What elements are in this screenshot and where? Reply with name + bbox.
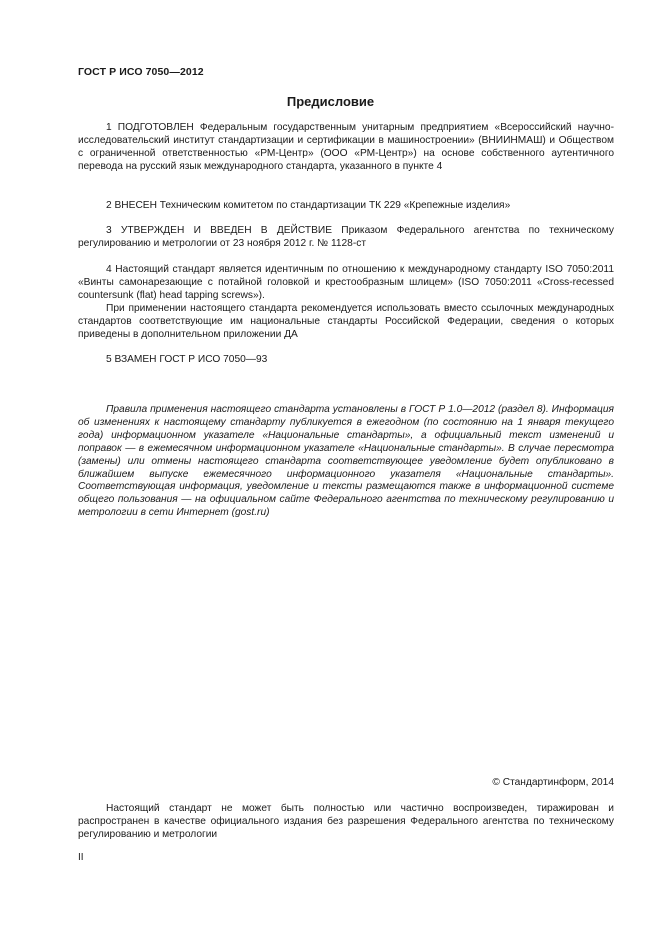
paragraph: 5 ВЗАМЕН ГОСТ Р ИСО 7050—93: [106, 354, 268, 365]
paragraph: Правила применения настоящего стандарта установлены в ГОСТ Р 1.0—2012 (раздел 8). Информация об изменениях к настоящему стандарту публикуется в ежегодном (по состоянию на 1 января текущего года) информационном указателе «Национальные стандарты», а официальный текст изменений и поправок — в ежемесячном информационном указателе «Национальные стандарты». В случае пересмотра (замены) или отмены настоящего стандарта соответствующее уведомление будет опубликовано в ближайшем выпуске ежемесячного информационного указателя «Национальные стандарты». Соответствующая информация, уведомление и тексты размещаются также в информационной системе общего пользования — на официальном сайте Федерального агентства по техническому регулированию и метрологии в сети Интернет (gost.ru): [78, 404, 614, 519]
foreword-item-3: [78, 225, 614, 251]
paragraph: При применении настоящего стандарта рекомендуется использовать вместо ссылочных международных стандартов соответствующие им национальные стандарты Российской Федерации, сведения о которых приведены в дополнительном приложении ДА: [78, 302, 614, 340]
page-title: Предисловие: [286, 94, 375, 109]
page-number: II: [78, 852, 84, 863]
application-rules-notice: [78, 404, 614, 520]
paragraph: 1 ПОДГОТОВЛЕН Федеральным государственным унитарным предприятием «Всероссийский научно-исследовательский институт стандартизации и сертификации в машиностроении» (ВНИИНМАШ) и Обществом с ограниченной ответственностью «РМ-Центр» (ООО «РМ-Центр») на основе собственного аутентичного перевода на русский язык международного стандарта, указанного в пункте 4: [78, 122, 614, 172]
paragraph: 3 УТВЕРЖДЕН И ВВЕДЕН В ДЕЙСТВИЕ Приказом Федерального агентства по техническому регулированию и метрологии от 23 ноября 2012 г. № 1128-ст: [78, 225, 614, 249]
standard-code-header: ГОСТ Р ИСО 7050—2012: [78, 66, 204, 78]
foreword-item-4: [78, 264, 614, 341]
reproduction-notice: [78, 803, 614, 842]
paragraph: 2 ВНЕСЕН Техническим комитетом по стандартизации ТК 229 «Крепежные изделия»: [106, 200, 511, 211]
paragraph: 4 Настоящий стандарт является идентичным по отношению к международному стандарту ISO 7050:2011 «Винты самонарезающие с потайной головкой и крестообразным шлицем» (ISO 7050:2011 «Cross-recessed countersunk (flat) head tapping screws»).: [78, 264, 614, 301]
copyright-line: © Стандартинформ, 2014: [492, 777, 614, 788]
foreword-item-2: [78, 200, 614, 213]
paragraph: Настоящий стандарт не может быть полностью или частично воспроизведен, тиражирован и распространен в качестве официального издания без разрешения Федерального агентства по техническому регулированию и метрологии: [78, 803, 614, 840]
foreword-item-5: [78, 354, 614, 367]
foreword-item-1: [78, 122, 614, 174]
